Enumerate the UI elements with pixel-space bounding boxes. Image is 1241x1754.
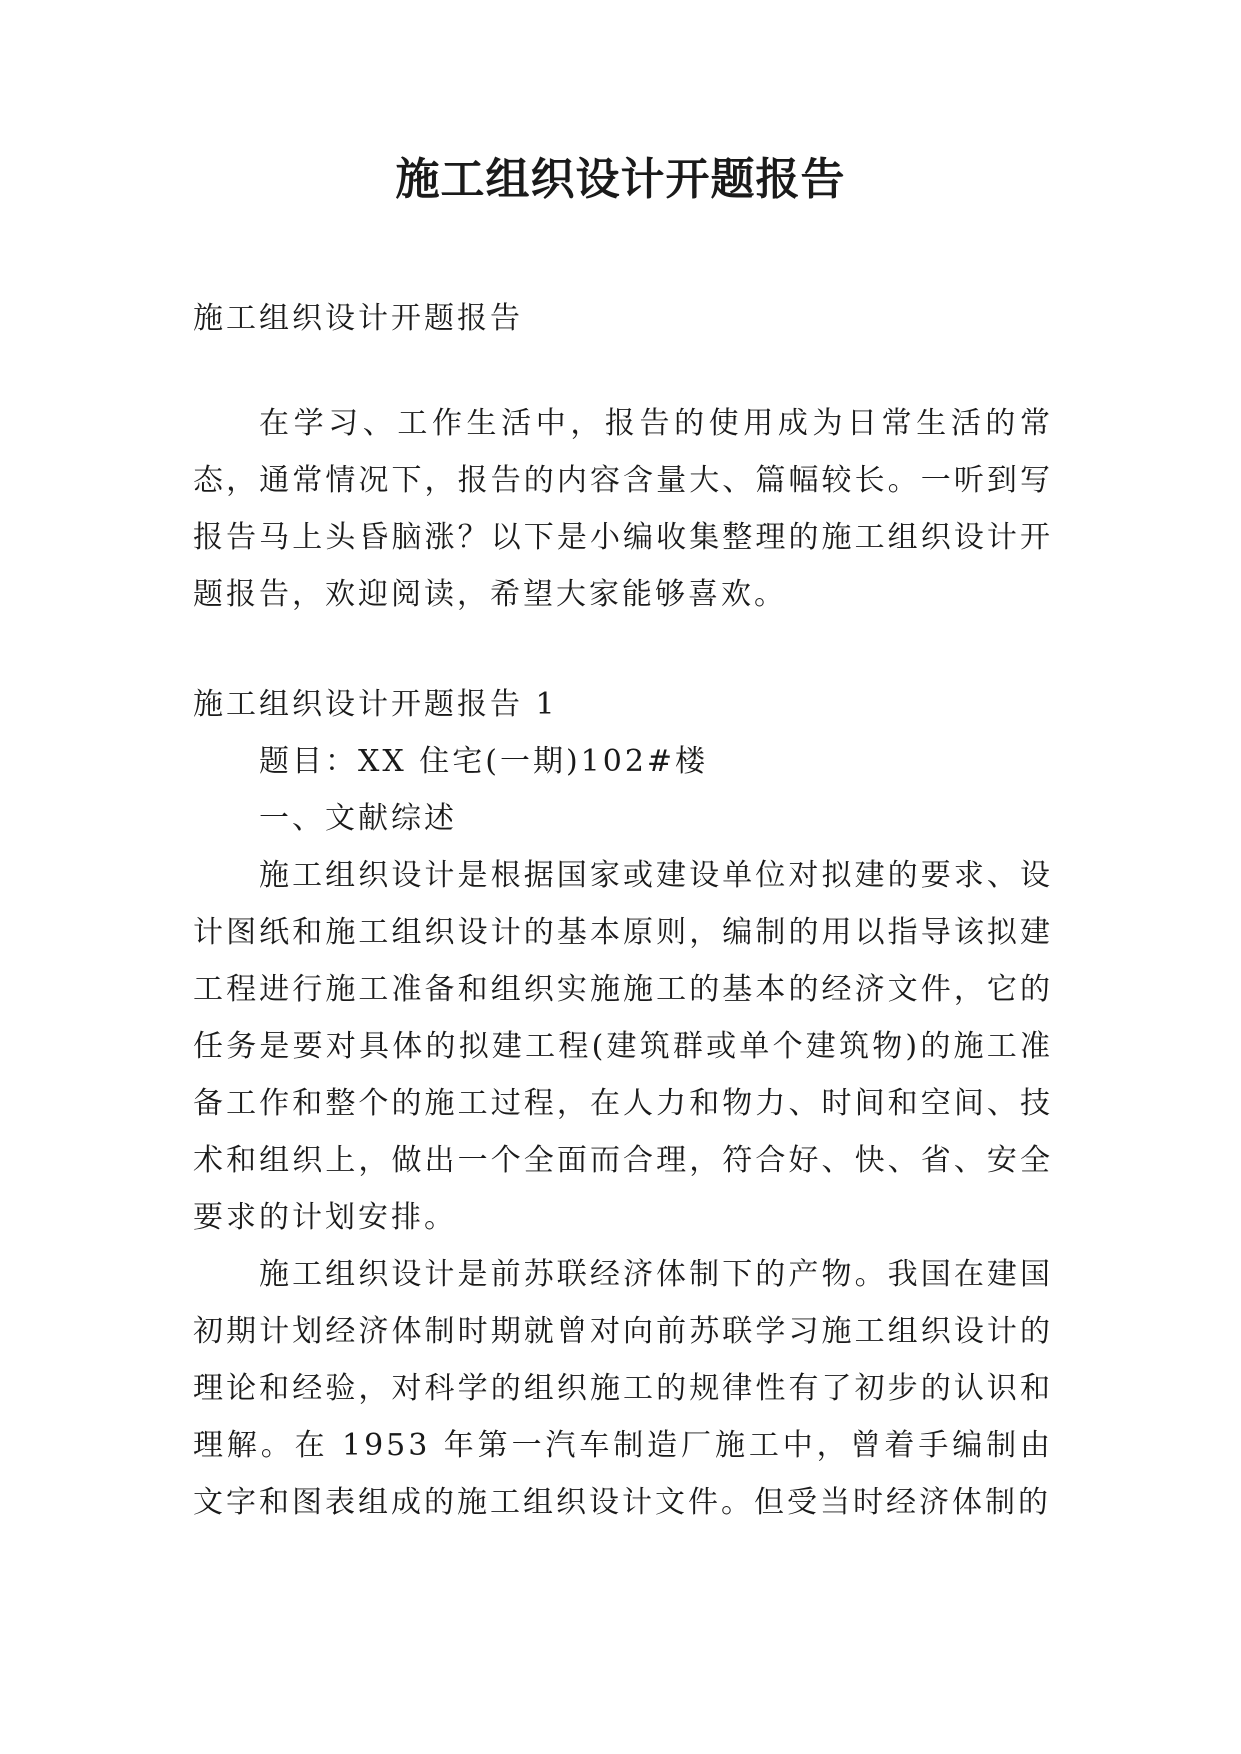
section-title: 施工组织设计开题报告 1 <box>193 687 558 722</box>
spacer <box>193 347 1053 395</box>
document-title: 施工组织设计开题报告 <box>395 154 846 205</box>
topic-line: 题目：XX 住宅(一期)102#楼 <box>259 744 709 779</box>
document-body <box>193 290 1053 1531</box>
body-paragraph: 施工组织设计是根据国家或建设单位对拟建的要求、设计图纸和施工组织设计的基本原则，编制的用以指导该拟建工程进行施工准备和组织实施施工的基本的经济文件，它的任务是要对具体的拟建工程(建筑群或单个建筑物)的施工准备工作和整个的施工过程，在人力和物力、时间和空间、技术和组织上，做出一个全面而合理，符合好、快、省、安全要求的计划安排。 <box>193 858 1053 1235</box>
body-paragraph: 施工组织设计是前苏联经济体制下的产物。我国在建国初期计划经济体制时期就曾对向前苏联学习施工组织设计的理论和经验，对科学的组织施工的规律性有了初步的认识和理解。在 1953 年第一汽车制造厂施工中，曾着手编制由文字和图表组成的施工组织设计文件。但受当时经济体制的 <box>193 1257 1053 1520</box>
intro-paragraph: 在学习、工作生活中，报告的使用成为日常生活的常态，通常情况下，报告的内容含量大、篇幅较长。一听到写报告马上头昏脑涨？以下是小编收集整理的施工组织设计开题报告，欢迎阅读，希望大家能够喜欢。 <box>193 406 1053 612</box>
spacer <box>193 623 1053 676</box>
document-subtitle: 施工组织设计开题报告 <box>193 301 523 336</box>
section-heading: 一、文献综述 <box>259 801 457 836</box>
